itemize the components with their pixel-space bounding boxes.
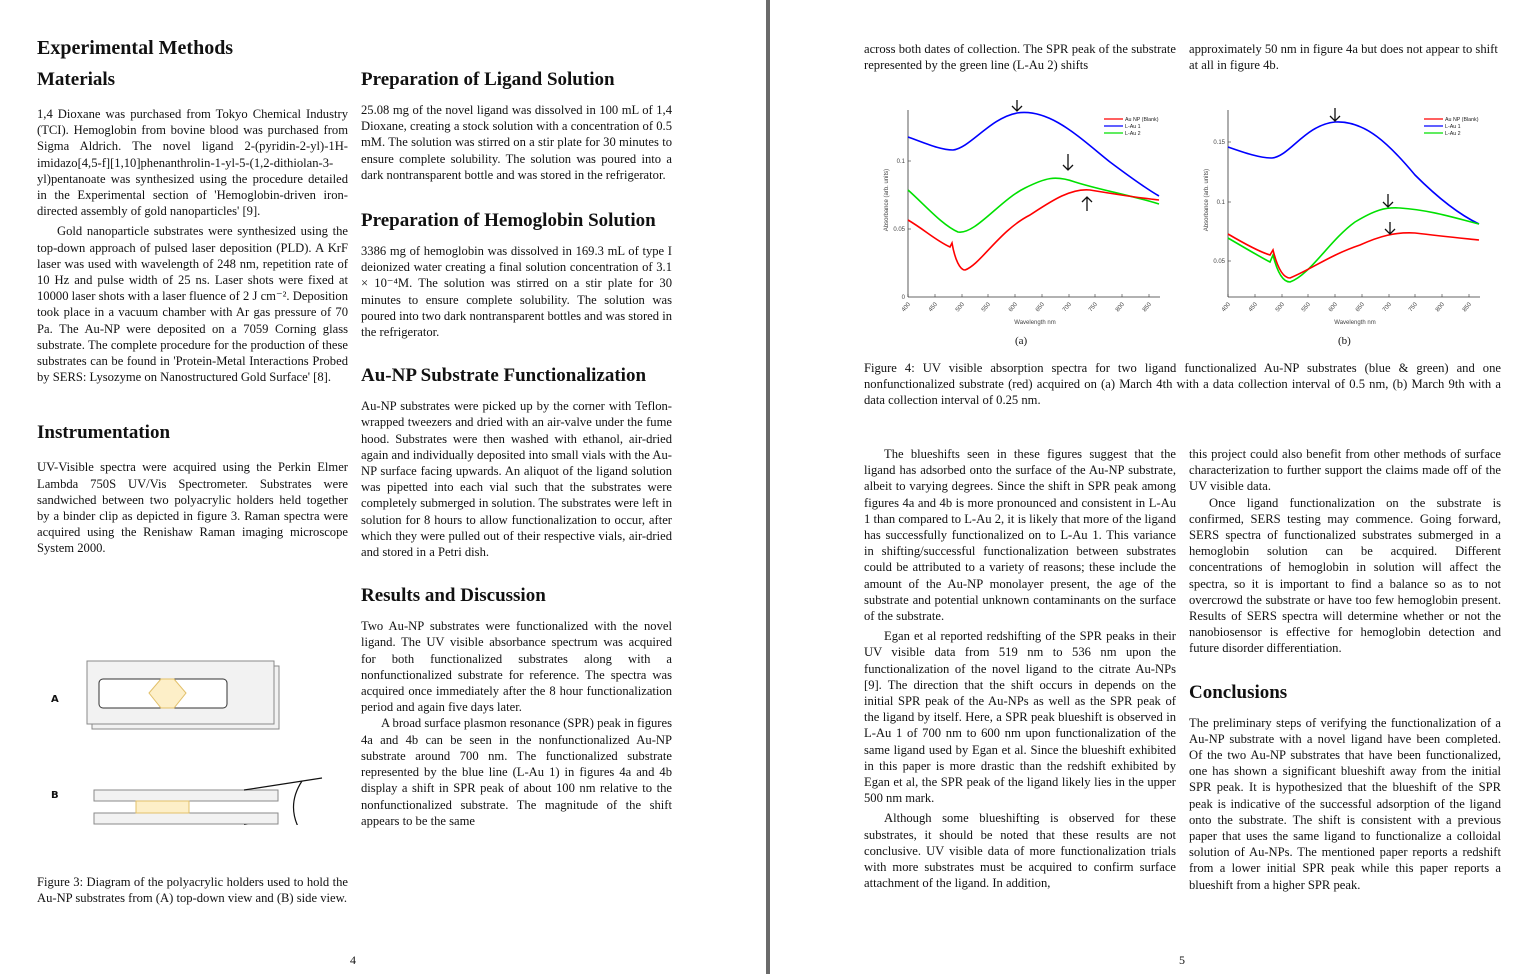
svg-text:0.05: 0.05 — [1213, 259, 1225, 265]
heading-materials: Materials — [37, 69, 116, 90]
svg-text:0.1: 0.1 — [896, 159, 905, 165]
paragraph: approximately 50 nm in figure 4a but does not appear to shift at all in figure 4b. — [1189, 42, 1498, 73]
figure4a-chart — [880, 100, 1180, 350]
paragraph: Egan et al reported redshifting of the SPR peaks in their UV visible data from 519 nm to 536 nm upon the functionalization of the novel ligand to the citrate Au-NPs [9]. The direction that the shift occurs in depends on the initial SPR peak of the Au-NPs as well as the SPR peak of the ligand by itself. Here, a SPR peak blueshift is observed in L-Au 1 of 700 nm to 600 nm upon functionalization of the same ligand used by Egan et al. Since the blueshift exhibited in this paper is more drastic than the redshift exhibited by Egan et al, the SPR peak of the ligand likely lies in the upper 500 nm mark. — [864, 629, 1176, 806]
paragraph: Gold nanoparticle substrates were synthesized using the top-down approach of pulsed laser deposition (PLD). A KrF laser was used with wavelength of 248 nm, repetition rate of 10 Hz and pulse width of 25 ns. Laser shots were fixed at 10000 laser shots with a laser fluence of 2 J cm⁻². Deposition took place in a vacuum chamber with Ar gas pressure of 70 Pa. The Au-NP were deposited on a 7059 Corning glass substrate. The complete procedure for the production of these substrates can be found in 'Protein-Metal Interactions Probed by SERS: Lysozyme on Nanostructured Gold Surface' [8]. — [37, 224, 348, 385]
page-5 — [770, 0, 1532, 974]
page4-left-column — [37, 36, 348, 557]
svg-text:Au NP (Blank): Au NP (Blank) — [1445, 117, 1479, 123]
figure3-caption: Figure 3: Diagram of the polyacrylic holders used to hold the Au-NP substrates from (A) top-down view and (B) side view. — [37, 875, 348, 906]
svg-text:0: 0 — [901, 295, 905, 301]
page-number: 5 — [1179, 953, 1185, 967]
page5-right-column — [1189, 446, 1501, 893]
svg-text:850: 850 — [1461, 301, 1473, 314]
page-number: 4 — [350, 953, 356, 967]
x-axis-label: Wavelength nm — [1334, 320, 1376, 326]
svg-text:600: 600 — [1007, 301, 1019, 314]
paragraph: The preliminary steps of verifying the functionalization of a Au-NP substrate with a novel ligand have been completed. Of the two Au-NP substrates that have been functionalized, one has shown a significant blueshift away from the initial SPR peak. It is hypothesized that the blueshift of the SPR peak is indicative of the successful adsorption of the ligand onto the substrate. The shift is consistent with a previous paper that uses the same ligand to functionalize a colloidal solution of Au-NPs. The mentioned paper reports a redshift from a lower initial SPR peak while this paper reports a blueshift from a higher SPR peak. — [1189, 715, 1501, 892]
heading-substrate-functionalization: Au-NP Substrate Functionalization — [361, 365, 647, 387]
svg-text:550: 550 — [980, 301, 992, 314]
paragraph: 3386 mg of hemoglobin was dissolved in 169.3 mL of type I deionized water creating a final solution concentration of 3.1 × 10⁻⁴M. The solution was stirred on a stir plate for 30 minutes to ensure complete solubility. The solution was poured into two dark nontransparent bottles and was stored in the refrigerator. — [361, 244, 672, 340]
heading-preparation-ligand: Preparation of Ligand Solution — [361, 69, 615, 90]
svg-text:800: 800 — [1114, 301, 1126, 314]
paragraph: UV-Visible spectra were acquired using the Perkin Elmer Lambda 750S UV/Vis Spectrometer. Substrates were sandwiched between two polyacrylic holders held together by a binder clip as depicted in figure 3. Raman spectra were acquired using the Renishaw Raman imaging microscope System 2000. — [37, 460, 348, 556]
svg-text:L-Au 1: L-Au 1 — [1125, 124, 1141, 130]
page5-top-right-text — [1189, 41, 1501, 73]
paragraph: this project could also benefit from other methods of surface characterization to further support the claims made off of the UV visible data. — [1189, 447, 1501, 494]
figure3-label-b: B — [51, 790, 59, 801]
heading-instrumentation: Instrumentation — [37, 422, 171, 444]
svg-text:400: 400 — [1220, 301, 1232, 314]
svg-text:L-Au 2: L-Au 2 — [1125, 131, 1141, 137]
svg-text:700: 700 — [1061, 301, 1073, 314]
svg-text:450: 450 — [1247, 301, 1259, 314]
paragraph: 25.08 mg of the novel ligand was dissolved in 100 mL of 1,4 Dioxane, creating a stock solution with a concentration of 0.5 mM. The solution was stirred on a stir plate for 30 minutes to ensure complete solubility. The solution was poured into a dark nontransparent bottle and was stored in the refrigerator. — [361, 103, 672, 182]
paragraph: The blueshifts seen in these figures suggest that the ligand has adsorbed onto the surface of the Au-NP substrate, albeit to varying degrees. Since the shift in SPR peak among figures 4a and 4b is more pronounced and consistent in L-Au 1 than compared to L-Au 2, it is likely that more of the ligand has successfully functionalized on to L-Au 1. This variance in shifting/successful functionalization between substrates could be attributed to a variety of reasons; these include the amount of the Au-NP monolayer present, the age of the substrate and potential unknown contaminants on the surface of the substrate. — [864, 447, 1176, 624]
paragraph: across both dates of collection. The SPR peak of the substrate represented by the green line (L-Au 2) shifts — [864, 42, 1176, 73]
y-axis-label: Absorbance (arb. units) — [1204, 168, 1210, 232]
svg-text:0.15: 0.15 — [1213, 140, 1225, 146]
svg-text:800: 800 — [1434, 301, 1446, 314]
svg-text:L-Au 2: L-Au 2 — [1445, 131, 1461, 137]
svg-text:0.05: 0.05 — [893, 227, 905, 233]
figure3-label-a: A — [51, 694, 59, 705]
y-axis-label: Absorbance (arb. units) — [884, 168, 890, 232]
figure4a-subcaption: (a) — [1015, 335, 1028, 347]
svg-text:450: 450 — [927, 301, 939, 314]
figure4b-chart — [1200, 100, 1500, 350]
svg-text:650: 650 — [1354, 301, 1366, 314]
svg-text:850: 850 — [1141, 301, 1153, 314]
page5-top-left-text — [864, 41, 1176, 73]
x-axis-label: Wavelength nm — [1014, 320, 1056, 326]
paragraph: Although some blueshifting is observed for these substrates, it should be noted that these results are not conclusive. UV visible data of more functionalization trials with more substrates must be acquired to confirm surface attachment of the ligand. In addition, — [864, 811, 1176, 891]
svg-text:750: 750 — [1087, 301, 1099, 314]
heading-results-discussion: Results and Discussion — [361, 585, 546, 607]
paragraph: Two Au-NP substrates were functionalized with the novel ligand. The UV visible absorbance spectrum was acquired for both functionalized substrates along with a nonfunctionalized substrate for reference. The spectra was acquired once immediately after the 8 hour functionalization period and again five days later. — [361, 619, 672, 715]
section-title-experimental-methods: Experimental Methods — [37, 37, 234, 59]
figure4-caption: Figure 4: UV visible absorption spectra for two ligand functionalized Au-NP substrates (blue & green) and one nonfunctionalized substrate (red) acquired on (a) March 4th with a data collection interval of 0.5 nm, (b) March 9th with a data collection interval of 0.25 nm. — [864, 361, 1501, 408]
svg-text:650: 650 — [1034, 301, 1046, 314]
svg-text:700: 700 — [1381, 301, 1393, 314]
svg-text:750: 750 — [1407, 301, 1419, 314]
paragraph: 1,4 Dioxane was purchased from Tokyo Chemical Industry (TCI). Hemoglobin from bovine blood was purchased from Sigma Aldrich. The novel ligand 2-(pyridin-2-yl)-1H-imidazo[4,5-f][1,10]phenanthrolin-1-yl-5-(1,2-dithiolan-3-yl)pentanoate was synthesized using the procedure detailed in the Experimental section of 'Hemoglobin-driven iron-directed assembly of gold nanoparticles' [9]. — [37, 107, 348, 219]
paragraph: Au-NP substrates were picked up by the corner with Teflon-wrapped tweezers and dried with an air-valve under the fume hood. Substrates were then washed with ethanol, air-dried again and individually deposited into small vials with the Au-NP surface facing upwards. An aliquot of the ligand solution was pipetted into each vial such that the substrates were completely submerged in solution. The substrates were left in solution for 8 hours to allow functionalization to occur, after which they were pulled out of their respective vials, air-dried and stored in a Petri dish. — [361, 399, 672, 560]
svg-text:400: 400 — [900, 301, 912, 314]
page4-right-column — [361, 68, 672, 829]
figure4b-subcaption: (b) — [1338, 335, 1351, 347]
svg-text:0.1: 0.1 — [1216, 200, 1225, 206]
paragraph: A broad surface plasmon resonance (SPR) peak in figures 4a and 4b can be seen in the nonfunctionalized Au-NP substrate around 700 nm. The functionalized substrate represented by the blue line (L-Au 1) in figures 4a and 4b display a shift in SPR peak of about 100 nm relative to the nonfunctionalized substrate. The magnitude of the shift appears to be the same — [361, 716, 672, 828]
svg-text:600: 600 — [1327, 301, 1339, 314]
heading-preparation-hemoglobin: Preparation of Hemoglobin Solution — [361, 210, 656, 232]
svg-text:500: 500 — [954, 301, 966, 314]
page5-left-column — [864, 446, 1176, 891]
heading-conclusions: Conclusions — [1189, 681, 1288, 703]
paragraph: Once ligand functionalization on the substrate is confirmed, SERS testing may commence. Going forward, SERS spectra of functionalized substrates submerged in a hemoglobin solution can be acquired. Different concentrations of hemoglobin in solution will affect the spectra, so it is important to find a balance so as to not overcrowd the substrate or have too few hemoglobin present. Results of SERS spectra will determine whether or not the nanobiosensor is effective for hemoglobin detection and future disorder differentiation. — [1189, 495, 1501, 656]
figure3-diagram — [80, 655, 360, 825]
svg-text:Au NP (Blank): Au NP (Blank) — [1125, 117, 1159, 123]
svg-text:L-Au 1: L-Au 1 — [1445, 124, 1461, 130]
svg-text:550: 550 — [1300, 301, 1312, 314]
svg-text:500: 500 — [1274, 301, 1286, 314]
